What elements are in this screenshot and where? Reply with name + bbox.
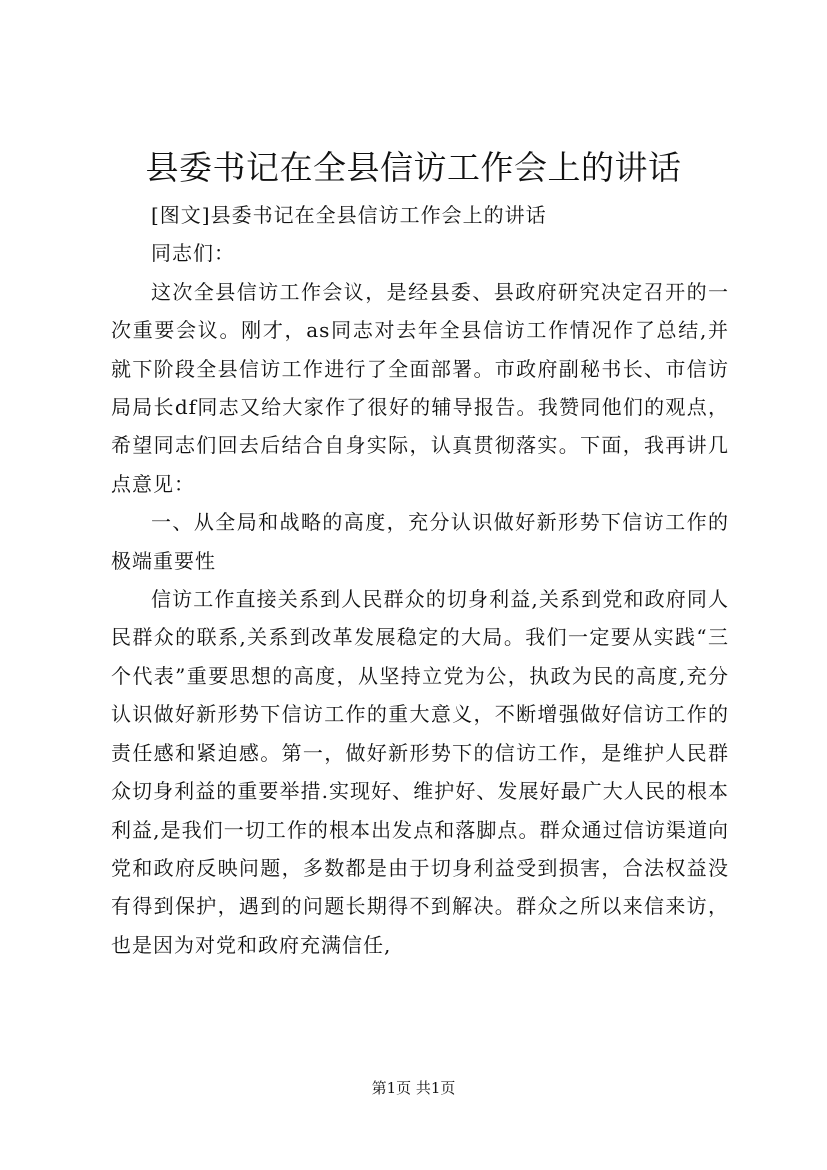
page-number-footer: 第1页 共1页 <box>371 1079 456 1097</box>
paragraph-body: 信访工作直接关系到人民群众的切身利益,关系到党和政府同人民群众的联系,关系到改革发展稳定的大局。我们一定要从实践“三个代表”重要思想的高度，从坚持立党为公，执政为民的高度,充分认识做好新形势下信访工作的重大意义，不断增强做好信访工作的责任感和紧迫感。第一，做好新形势下的信访工作，是维护人民群众切身利益的重要举措.实现好、维护好、发展好最广大人民的根本利益,是我们一切工作的根本出发点和落脚点。群众通过信访渠道向党和政府反映问题，多数都是由于切身利益受到损害，合法权益没有得到保护，遇到的问题长期得不到解决。群众之所以来信来访，也是因为对党和政府充满信任, <box>111 587 729 957</box>
document-title: 县委书记在全县信访工作会上的讲话 <box>145 148 682 187</box>
document-body <box>111 196 729 964</box>
paragraph-subtitle: [图文]县委书记在全县信访工作会上的讲话 <box>151 203 547 227</box>
paragraph-intro: 这次全县信访工作会议，是经县委、县政府研究决定召开的一次重要会议。刚才，as同志对去年全县信访工作情况作了总结,并就下阶段全县信访工作进行了全面部署。市政府副秘书长、市信访局局长df同志又给大家作了很好的辅导报告。我赞同他们的观点，希望同志们回去后结合自身实际，认真贯彻落实。下面，我再讲几点意见： <box>111 279 729 496</box>
paragraph-salutation: 同志们： <box>151 241 235 266</box>
paragraph-section-heading: 一、从全局和战略的高度，充分认识做好新形势下信访工作的极端重要性 <box>111 510 729 573</box>
